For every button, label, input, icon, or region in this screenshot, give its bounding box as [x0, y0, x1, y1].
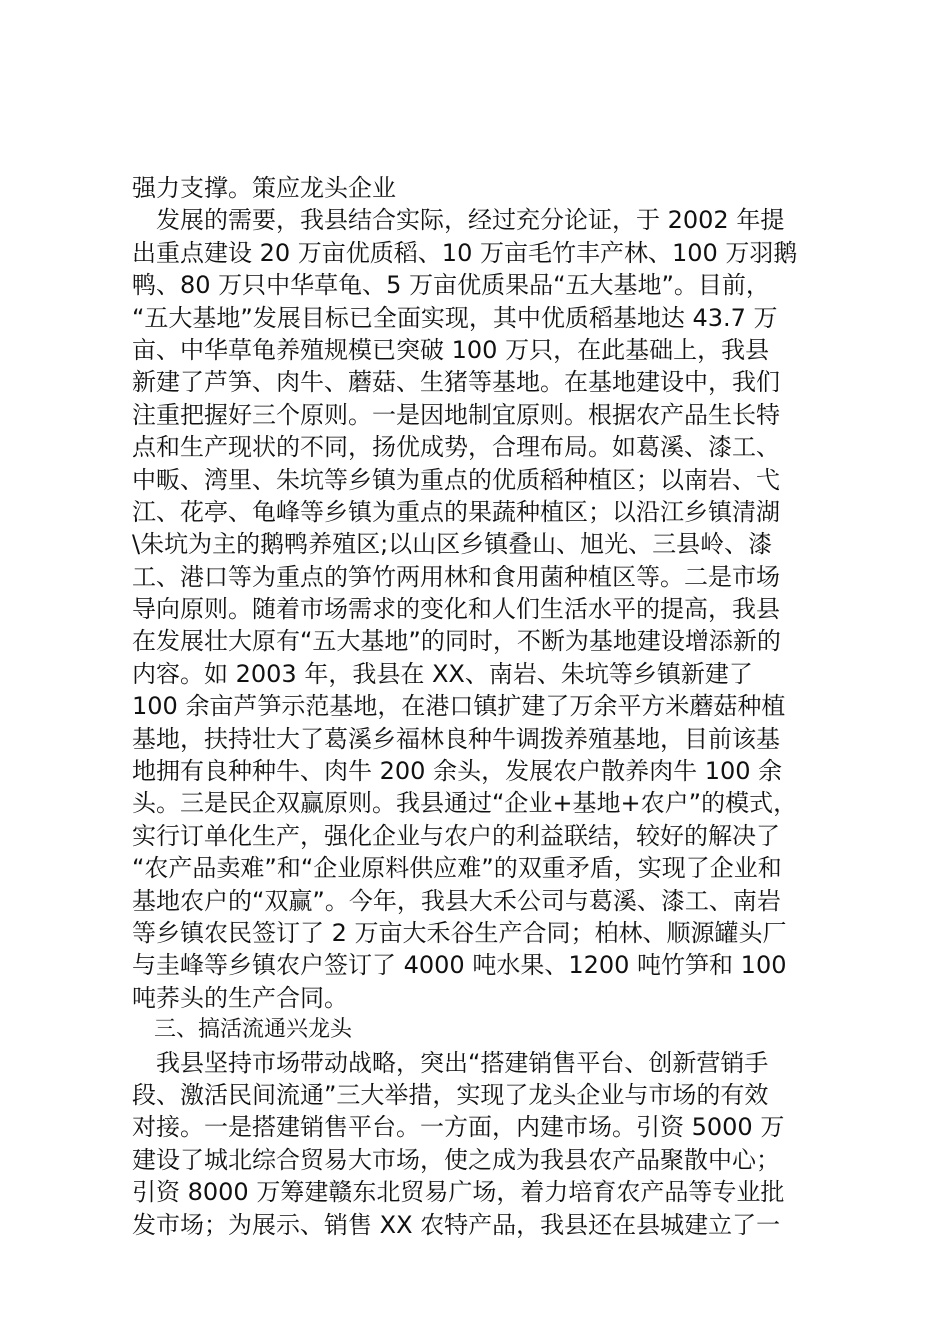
text-line: 引资 8000 万筹建赣东北贸易广场，着力培育农产品等专业批: [132, 1178, 785, 1207]
text-line: 中畈、湾里、朱坑等乡镇为重点的优质稻种植区；以南岩、弋: [132, 465, 780, 494]
text-line: 在发展壮大原有“五大基地”的同时，不断为基地建设增添新的: [132, 627, 781, 656]
text-line: 发市场；为展示、销售 XX 农特产品，我县还在县城建立了一: [132, 1210, 781, 1239]
text-line: 实行订单化生产，强化企业与农户的利益联结，较好的解决了: [132, 821, 780, 850]
text-line: 点和生产现状的不同，扬优成势，合理布局。如葛溪、漆工、: [132, 433, 780, 462]
text-line: “五大基地”发展目标已全面实现，其中优质稻基地达 43.7 万: [132, 303, 778, 332]
text-line: 我县坚持市场带动战略，突出“搭建销售平台、创新营销手: [132, 1048, 769, 1077]
text-line: \朱坑为主的鹅鸭养殖区;以山区乡镇叠山、旭光、三县岭、漆: [132, 530, 773, 559]
text-line: 地拥有良种种牛、肉牛 200 余头，发展农户散养肉牛 100 余: [132, 757, 783, 786]
text-line: 对接。一是搭建销售平台。一方面，内建市场。引资 5000 万: [132, 1113, 785, 1142]
text-line: 新建了芦笋、肉牛、蘑菇、生猪等基地。在基地建设中，我们: [132, 368, 780, 397]
text-line: 强力支撑。策应龙头企业: [132, 174, 396, 202]
text-line: 江、花亭、龟峰等乡镇为重点的果蔬种植区；以沿江乡镇清湖: [132, 497, 780, 526]
text-line: 头。三是民企双赢原则。我县通过“企业+基地+农户”的模式，: [132, 789, 798, 818]
text-line: 基地农户的“双赢”。今年，我县大禾公司与葛溪、漆工、南岩: [132, 886, 781, 915]
section-heading: 三、搞活流通兴龙头: [132, 1017, 353, 1043]
text-line: 发展的需要，我县结合实际，经过充分论证，于 2002 年提: [132, 206, 785, 235]
text-line: 建设了城北综合贸易大市场，使之成为我县农产品聚散中心；: [132, 1145, 780, 1174]
text-line: 导向原则。随着市场需求的变化和人们生活水平的提高，我县: [132, 595, 780, 624]
text-line: 出重点建设 20 万亩优质稻、10 万亩毛竹丰产林、100 万羽鹅: [132, 238, 798, 267]
text-line: 基地，扶持壮大了葛溪乡福林良种牛调拨养殖基地，目前该基: [132, 724, 780, 753]
text-line: 工、港口等为重点的笋竹两用林和食用菌种植区等。二是市场: [132, 562, 780, 591]
body-text: [132, 172, 832, 1241]
text-line: 段、激活民间流通”三大举措，实现了龙头企业与市场的有效: [132, 1080, 769, 1109]
text-line: 吨荞头的生产合同。: [132, 983, 348, 1012]
text-line: 与圭峰等乡镇农户签订了 4000 吨水果、1200 吨竹笋和 100: [132, 951, 787, 980]
text-line: 内容。如 2003 年，我县在 XX、南岩、朱坑等乡镇新建了: [132, 659, 753, 688]
text-line: 亩、中华草龟养殖规模已突破 100 万只，在此基础上，我县: [132, 335, 770, 364]
text-line: 等乡镇农民签订了 2 万亩大禾谷生产合同；柏林、顺源罐头厂: [132, 918, 787, 947]
text-line: 100 余亩芦笋示范基地，在港口镇扩建了万余平方米蘑菇种植: [132, 692, 786, 721]
text-line: 注重把握好三个原则。一是因地制宜原则。根据农产品生长特: [132, 400, 780, 429]
text-line: “农产品卖难”和“企业原料供应难”的双重矛盾，实现了企业和: [132, 854, 782, 883]
text-line: 鸭、80 万只中华草龟、5 万亩优质果品“五大基地”。目前，: [132, 271, 770, 300]
